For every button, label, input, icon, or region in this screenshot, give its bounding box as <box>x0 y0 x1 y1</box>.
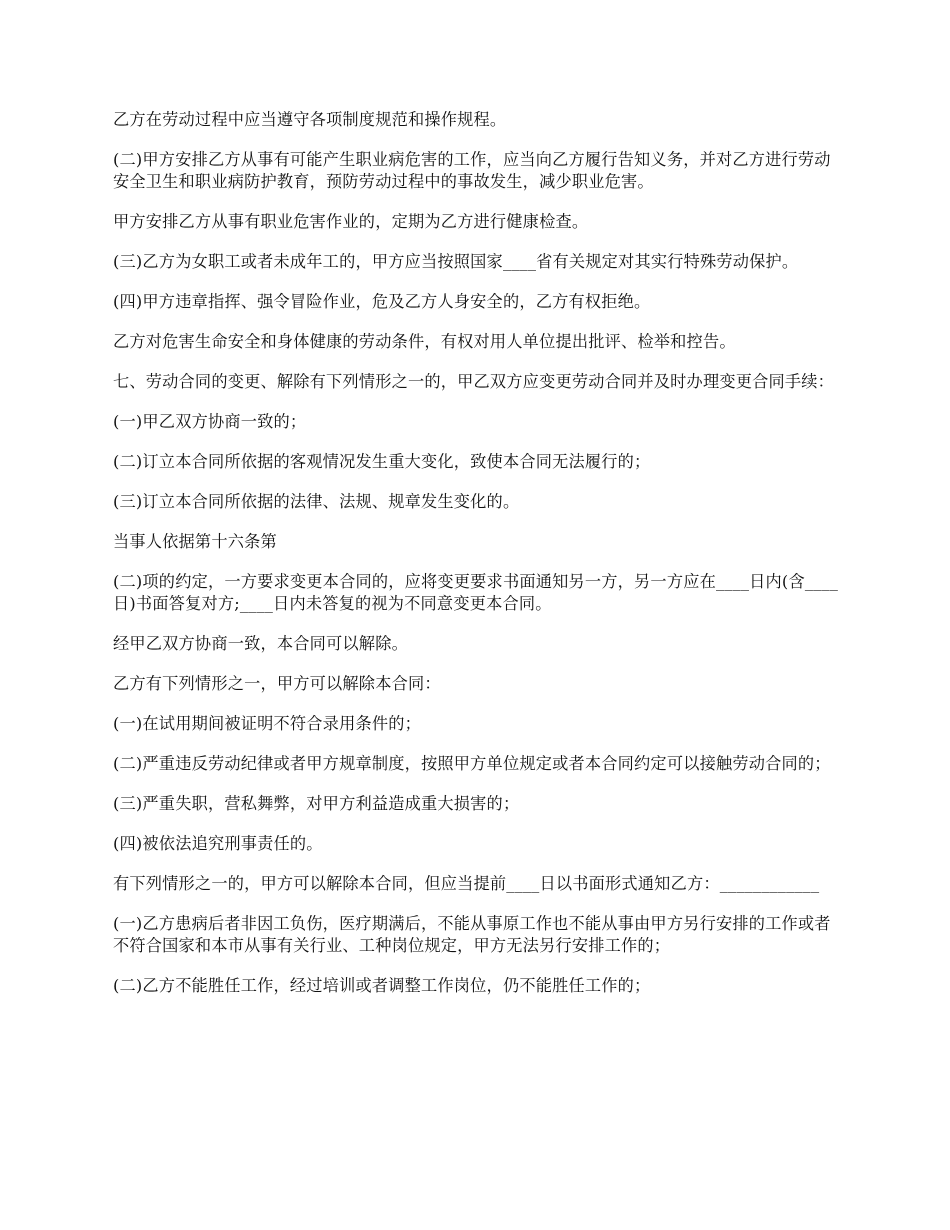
paragraph: (二)项的约定，一方要求变更本合同的，应将变更要求书面通知另一方，另一方应在____日内(含____日)书面答复对方;____日内未答复的视为不同意变更本合同。 <box>113 572 839 613</box>
paragraph: 乙方在劳动过程中应当遵守各项制度规范和操作规程。 <box>113 110 507 129</box>
paragraph: (二)订立本合同所依据的客观情况发生重大变化，致使本合同无法履行的； <box>113 452 651 471</box>
paragraph: 当事人依据第十六条第 <box>113 532 277 551</box>
paragraph: (二)甲方安排乙方从事有可能产生职业病危害的工作，应当向乙方履行告知义务，并对乙方进行劳动安全卫生和职业病防护教育，预防劳动过程中的事故发生，减少职业危害。 <box>113 150 831 191</box>
paragraph: (二)严重违反劳动纪律或者甲方规章制度，按照甲方单位规定或者本合同约定可以接触劳动合同的； <box>113 754 831 773</box>
paragraph: 乙方有下列情形之一，甲方可以解除本合同： <box>113 674 441 693</box>
paragraph: (三)乙方为女职工或者未成年工的，甲方应当按照国家____省有关规定对其实行特殊劳动保护。 <box>113 252 799 271</box>
paragraph: (一)乙方患病后者非因工负伤，医疗期满后，不能从事原工作也不能从事由甲方另行安排的工作或者不符合国家和本市从事有关行业、工种岗位规定，甲方无法另行安排工作的； <box>113 914 831 955</box>
paragraph: (四)甲方违章指挥、强令冒险作业，危及乙方人身安全的，乙方有权拒绝。 <box>113 292 651 311</box>
section-heading: 七、劳动合同的变更、解除有下列情形之一的，甲乙双方应变更劳动合同并及时办理变更合同手续： <box>113 372 835 391</box>
paragraph: (四)被依法追究刑事责任的。 <box>113 834 323 853</box>
paragraph: 经甲乙双方协商一致，本合同可以解除。 <box>113 634 408 653</box>
document-body <box>113 109 841 1015</box>
paragraph: (三)订立本合同所依据的法律、法规、规章发生变化的。 <box>113 492 520 511</box>
paragraph: (三)严重失职，营私舞弊，对甲方利益造成重大损害的； <box>113 794 520 813</box>
paragraph: 乙方对危害生命安全和身体健康的劳动条件，有权对用人单位提出批评、检举和控告。 <box>113 332 736 351</box>
paragraph: (一)在试用期间被证明不符合录用条件的； <box>113 714 422 733</box>
paragraph: 甲方安排乙方从事有职业危害作业的，定期为乙方进行健康检查。 <box>113 212 589 231</box>
paragraph: (一)甲乙双方协商一致的； <box>113 412 307 431</box>
paragraph: 有下列情形之一的，甲方可以解除本合同，但应当提前____日以书面形式通知乙方：____________ <box>113 874 820 893</box>
paragraph: (二)乙方不能胜任工作，经过培训或者调整工作岗位，仍不能胜任工作的； <box>113 976 651 995</box>
